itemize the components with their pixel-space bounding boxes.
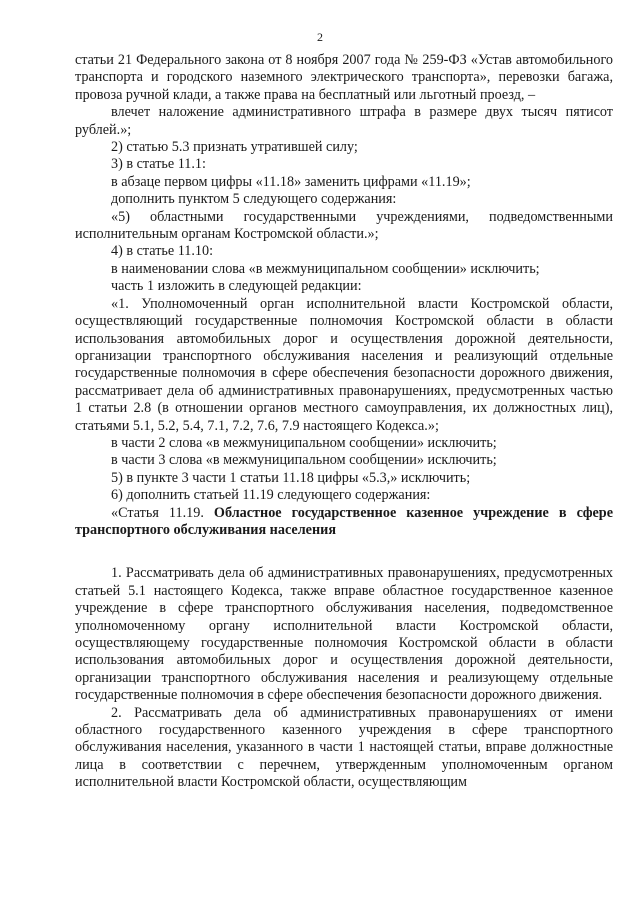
paragraph: статьи 21 Федерального закона от 8 ноября 2007 года № 259-ФЗ «Устав автомобильного транспорта и городского наземного электрического транспорта», перевозки багажа, провоза ручной клади, а также права на бесплатный или льготный проезд, – bbox=[75, 52, 613, 103]
paragraph: «1. Уполномоченный орган исполнительной власти Костромской области, осуществляющий государственные полномочия Костромской области в области использования автомобильных дорог и осуществления дорожной деятельности, организации транспортного обслуживания населения и реализующий отдельные государственные полномочия в сфере обеспечения безопасности дорожного движения, рассматривает дела об административных правонарушениях, предусмотренных частью 1 статьи 2.8 (в отношении органов местного самоуправления, их должностных лиц), статьями 5.1, 5.2, 5.4, 7.1, 7.2, 7.6, 7.9 настоящего Кодекса.»; bbox=[75, 295, 613, 434]
article-prefix: «Статья 11.19. bbox=[111, 504, 214, 521]
paragraph: в абзаце первом цифры «11.18» заменить цифрами «11.19»; bbox=[111, 173, 471, 190]
paragraph: влечет наложение административного штрафа в размере двух тысяч пятисот рублей.»; bbox=[75, 104, 613, 138]
paragraph: в наименовании слова «в межмуниципальном сообщении» исключить; bbox=[111, 260, 540, 277]
paragraph: дополнить пунктом 5 следующего содержания: bbox=[111, 191, 397, 208]
paragraph: 3) в статье 11.1: bbox=[111, 156, 206, 173]
page-number: 2 bbox=[317, 30, 323, 44]
paragraph: в части 3 слова «в межмуниципальном сообщении» исключить; bbox=[111, 452, 497, 469]
paragraph: 6) дополнить статьей 11.19 следующего содержания: bbox=[111, 487, 431, 504]
paragraph: в части 2 слова «в межмуниципальном сообщении» исключить; bbox=[111, 434, 497, 451]
article-paragraph: 2. Рассматривать дела об административных правонарушениях от имени областного государственного казенного учреждения в сфере транспортного обслуживания населения, указанного в части 1 настоящей статьи, вправе должностные лица в соответствии с перечнем, утвержденным уполномоченным органом исполнительной власти Костромской области, осуществляющим bbox=[75, 704, 613, 791]
paragraph: «5) областными государственными учреждениями, подведомственными исполнительным органам Костромской области.»; bbox=[75, 208, 613, 243]
document-body bbox=[75, 52, 613, 792]
paragraph: 4) в статье 11.10: bbox=[111, 243, 214, 260]
article-paragraph: 1. Рассматривать дела об административных правонарушениях, предусмотренных статьей 5.1 настоящего Кодекса, также вправе областное государственное казенное учреждение в сфере транспортного обслуживания населения, подведомственное уполномоченному органу исполнительной власти Костромской области, осуществляющему государственные полномочия Костромской области в области использования автомобильных дорог и осуществления дорожной деятельности, организации транспортного обслуживания населения и реализующему отдельные государственные полномочия в сфере обеспечения безопасности дорожного движения. bbox=[75, 565, 613, 704]
paragraph: 2) статью 5.3 признать утратившей силу; bbox=[111, 139, 358, 156]
paragraph: часть 1 изложить в следующей редакции: bbox=[111, 278, 362, 295]
paragraph: 5) в пункте 3 части 1 статьи 11.18 цифры «5.3,» исключить; bbox=[111, 469, 471, 486]
spacer bbox=[75, 539, 613, 565]
article-heading bbox=[75, 505, 613, 540]
article-title: Областное государственное казенное учреждение в сфере транспортного обслуживания населения bbox=[75, 504, 613, 538]
